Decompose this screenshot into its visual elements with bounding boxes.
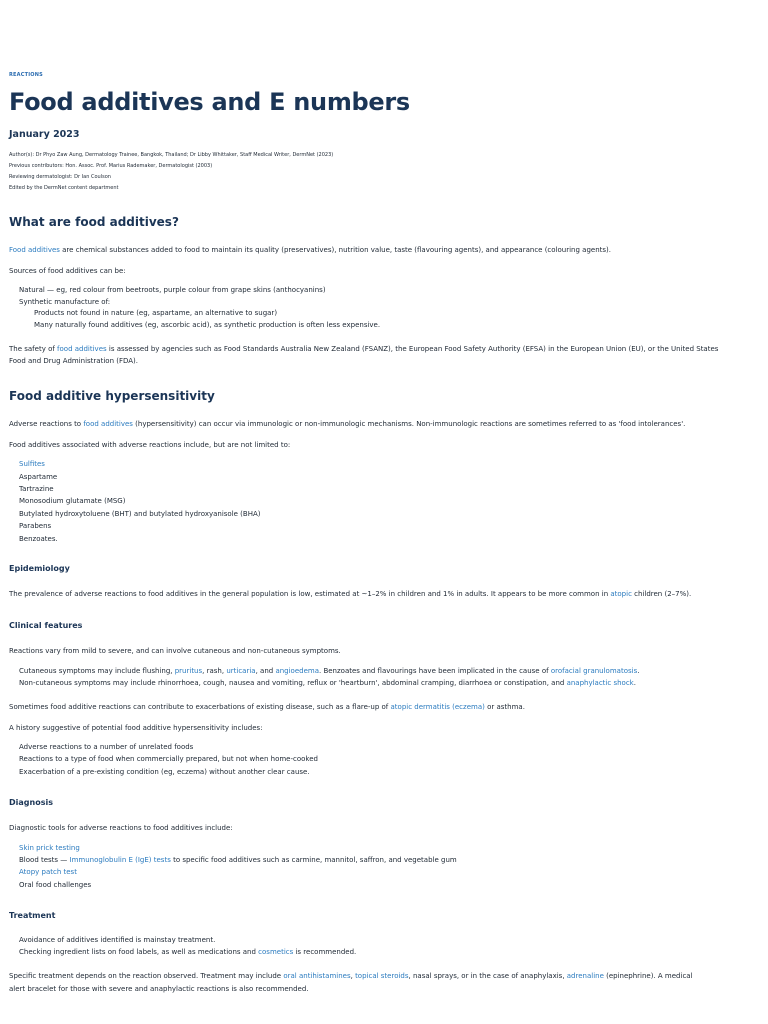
angioedema-link[interactable]: angioedema bbox=[275, 667, 319, 675]
list-item: Natural — eg, red colour from beetroots, purple colour from grape skins (anthocyanins) bbox=[19, 286, 326, 294]
ige-tests-link[interactable]: Immunoglobulin E (IgE) tests bbox=[69, 856, 171, 864]
list-item: Aspartame bbox=[19, 473, 58, 481]
author-line: Author(s): Dr Phyo Zaw Aung, Dermatology Trainee, Bangkok, Thailand; Dr Libby Whittaker, Staff Medical Writer, DermNet (2023) bbox=[9, 152, 334, 158]
pruritus-link[interactable]: pruritus bbox=[174, 667, 203, 675]
oral-antihistamines-link[interactable]: oral antihistamines bbox=[283, 972, 351, 980]
paragraph: The safety of food additives is assessed by agencies such as Food Standards Australia New Zealand (FSANZ), the European Food Safety Authority (EFSA) in the European Union (EU), or the United States bbox=[9, 345, 719, 353]
breadcrumb[interactable]: REACTIONS bbox=[9, 72, 43, 78]
paragraph: Sometimes food additive reactions can contribute to exacerbations of existing disease, such as a flare-up of atopic dermatitis (eczema) or asthma. bbox=[9, 703, 525, 711]
atopy-patch-test-link[interactable]: Atopy patch test bbox=[19, 868, 77, 876]
paragraph: Adverse reactions to food additives (hypersensitivity) can occur via immunologic or non-immunologic mechanisms. Non-immunologic reactions are sometimes referred to as 'food intolerances'. bbox=[9, 420, 686, 428]
paragraph: A history suggestive of potential food additive hypersensitivity includes: bbox=[9, 724, 263, 732]
list-item: Synthetic manufacture of: bbox=[19, 298, 111, 306]
list-item: Checking ingredient lists on food labels, as well as medications and cosmetics is recommended. bbox=[19, 948, 357, 956]
reviewing-dermatologist: Reviewing dermatologist: Dr Ian Coulson bbox=[9, 174, 111, 180]
section-heading-what-are: What are food additives? bbox=[9, 215, 179, 229]
edited-by: Edited by the DermNet content department bbox=[9, 185, 119, 191]
list-item: Non-cutaneous symptoms may include rhinorrhoea, cough, nausea and vomiting, reflux or 'heartburn', abdominal cramping, diarrhoea or constipation, and anaphylactic shock. bbox=[19, 679, 636, 687]
food-additives-link[interactable]: Food additives bbox=[9, 246, 60, 254]
list-item: Avoidance of additives identified is mainstay treatment. bbox=[19, 936, 216, 944]
paragraph: alert bracelet for those with severe and anaphylactic reactions is also recommended. bbox=[9, 985, 309, 993]
skin-prick-testing-link[interactable]: Skin prick testing bbox=[19, 844, 80, 852]
sulfites-link[interactable]: Sulfites bbox=[19, 460, 45, 468]
top-navigation-bar bbox=[0, 0, 768, 46]
cosmetics-link[interactable]: cosmetics bbox=[258, 948, 294, 956]
list-item: Butylated hydroxytoluene (BHT) and butylated hydroxyanisole (BHA) bbox=[19, 510, 261, 518]
list-item: Tartrazine bbox=[19, 485, 54, 493]
paragraph: Diagnostic tools for adverse reactions to food additives include: bbox=[9, 824, 233, 832]
list-item: Blood tests — Immunoglobulin E (IgE) tests to specific food additives such as carmine, mannitol, saffron, and vegetable gum bbox=[19, 856, 457, 864]
section-heading-clinical-features: Clinical features bbox=[9, 621, 83, 630]
list-item: Exacerbation of a pre-existing condition (eg, eczema) without another clear cause. bbox=[19, 768, 310, 776]
paragraph: Food additives associated with adverse reactions include, but are not limited to: bbox=[9, 441, 291, 449]
list-item: Products not found in nature (eg, aspartame, an alternative to sugar) bbox=[34, 309, 278, 317]
paragraph: Food additives are chemical substances added to food to maintain its quality (preservatives), nutrition value, taste (flavouring agents), and appearance (colouring agents). bbox=[9, 246, 611, 254]
list-item: Cutaneous symptoms may include flushing, pruritus, rash, urticaria, and angioedema. Benzoates and flavourings have been implicated in the cause of orofacial granulomatosis. bbox=[19, 667, 640, 675]
paragraph: Food and Drug Administration (FDA). bbox=[9, 357, 138, 365]
paragraph: Reactions vary from mild to severe, and can involve cutaneous and non-cutaneous symptoms. bbox=[9, 647, 341, 655]
urticaria-link[interactable]: urticaria bbox=[226, 667, 256, 675]
list-item: Reactions to a type of food when commercially prepared, but not when home-cooked bbox=[19, 755, 318, 763]
section-heading-diagnosis: Diagnosis bbox=[9, 798, 53, 807]
adrenaline-link[interactable]: adrenaline bbox=[566, 972, 604, 980]
atopic-dermatitis-link[interactable]: atopic dermatitis (eczema) bbox=[390, 703, 485, 711]
list-item: Benzoates. bbox=[19, 535, 58, 543]
section-heading-hypersensitivity: Food additive hypersensitivity bbox=[9, 389, 215, 403]
list-item: Many naturally found additives (eg, ascorbic acid), as synthetic production is often less expensive. bbox=[34, 321, 381, 329]
section-heading-epidemiology: Epidemiology bbox=[9, 564, 70, 573]
section-heading-treatment: Treatment bbox=[9, 911, 56, 920]
previous-contributors: Previous contributors: Hon. Assoc. Prof. Marius Rademaker, Dermatologist (2003) bbox=[9, 163, 213, 169]
topical-steroids-link[interactable]: topical steroids bbox=[355, 972, 409, 980]
anaphylactic-shock-link[interactable]: anaphylactic shock bbox=[566, 679, 634, 687]
list-item: Monosodium glutamate (MSG) bbox=[19, 497, 126, 505]
paragraph: Sources of food additives can be: bbox=[9, 267, 126, 275]
orofacial-granulomatosis-link[interactable]: orofacial granulomatosis bbox=[550, 667, 638, 675]
food-additives-link[interactable]: food additives bbox=[83, 420, 133, 428]
list-item: Adverse reactions to a number of unrelated foods bbox=[19, 743, 194, 751]
paragraph: The prevalence of adverse reactions to food additives in the general population is low, estimated at ~1–2% in children and 1% in adults. It appears to be more common in atopic children (2–7%). bbox=[9, 590, 692, 598]
list-item: Oral food challenges bbox=[19, 881, 92, 889]
paragraph: Specific treatment depends on the reaction observed. Treatment may include oral antihistamines, topical steroids, nasal sprays, or in the case of anaphylaxis, adrenaline (epinephrine). A medical bbox=[9, 972, 693, 980]
food-additives-link[interactable]: food additives bbox=[57, 345, 107, 353]
page-title: Food additives and E numbers bbox=[9, 88, 410, 116]
atopic-link[interactable]: atopic bbox=[610, 590, 632, 598]
list-item: Parabens bbox=[19, 522, 52, 530]
publish-date: January 2023 bbox=[9, 129, 80, 140]
